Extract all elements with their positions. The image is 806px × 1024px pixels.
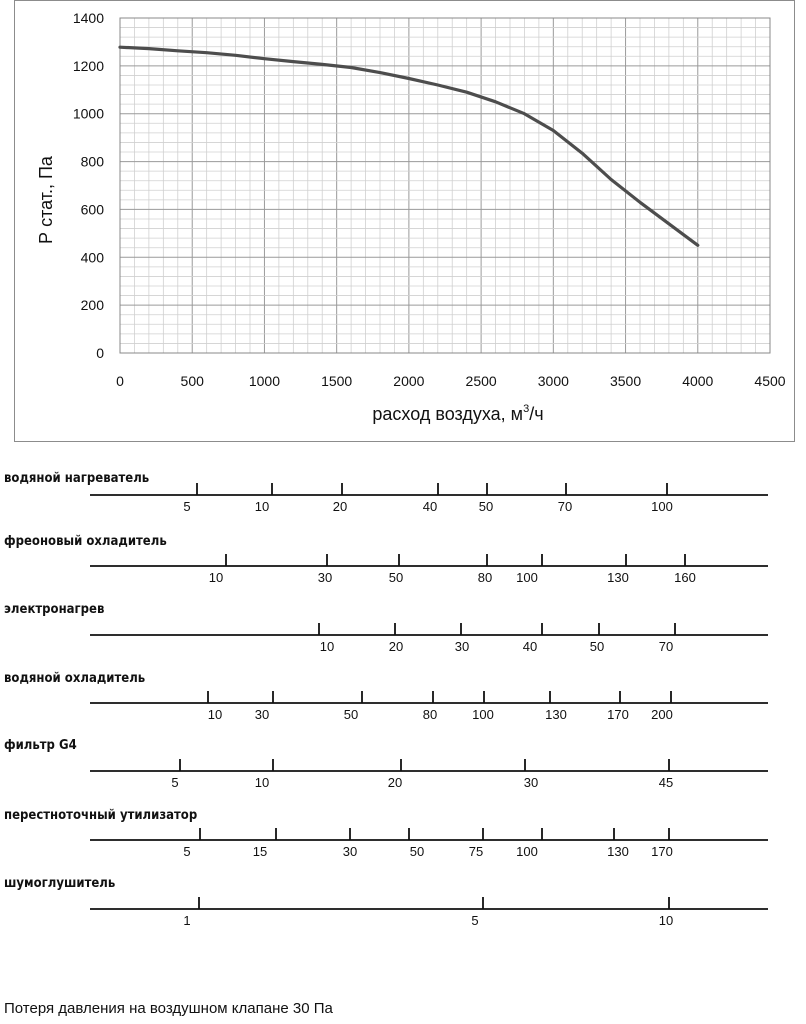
scale-title-water-heater: водяной нагреватель — [4, 471, 150, 486]
scale-tick-label: 200 — [651, 707, 673, 722]
scale-tick-label: 1 — [183, 913, 191, 928]
footer-note: Потеря давления на воздушном клапане 30 Па — [4, 1000, 333, 1017]
x-tick-label: 3000 — [537, 373, 569, 389]
scale-tick-label: 30 — [454, 639, 470, 654]
scale-tick-label: 100 — [516, 844, 538, 859]
scale-tick-label: 130 — [545, 707, 567, 722]
scale-tick-label: 100 — [651, 499, 673, 514]
scale-tick-label: 20 — [388, 639, 404, 654]
scale-tick-label: 30 — [254, 707, 270, 722]
scale-tick-label: 130 — [607, 570, 629, 585]
scale-title-water-cooler: водяной охладитель — [4, 671, 146, 686]
scale-tick-label: 170 — [651, 844, 673, 859]
scale-tick-label: 10 — [254, 775, 270, 790]
scale-tick-label: 40 — [422, 499, 438, 514]
x-tick-label: 1500 — [321, 373, 353, 389]
scale-tick-label: 20 — [387, 775, 403, 790]
y-tick-label: 800 — [80, 153, 104, 170]
scale-tick-label: 130 — [607, 844, 629, 859]
chart-grid — [120, 18, 770, 353]
scale-tick-label: 10 — [658, 913, 674, 928]
scale-tick-label: 5 — [471, 913, 479, 928]
x-tick-label: 4500 — [754, 373, 786, 389]
x-tick-label: 1000 — [248, 373, 281, 389]
scale-tick-label: 170 — [607, 707, 629, 722]
scale-tick-label: 75 — [468, 844, 484, 859]
scale-title-silencer: шумоглушитель — [4, 876, 116, 891]
scale-tick-label: 70 — [658, 639, 674, 654]
scale-tick-label: 10 — [254, 499, 270, 514]
scale-tick-label: 10 — [207, 707, 223, 722]
scale-tick-label: 30 — [317, 570, 333, 585]
x-tick-label: 3500 — [609, 373, 642, 389]
y-tick-label: 600 — [80, 201, 104, 218]
scale-tick-label: 50 — [388, 570, 404, 585]
scale-tick-label: 15 — [252, 844, 268, 859]
y-tick-label: 1200 — [72, 57, 104, 74]
x-tick-label: 2500 — [465, 373, 497, 389]
scale-tick-label: 50 — [343, 707, 359, 722]
x-tick-label: 500 — [180, 373, 204, 389]
scale-tick-label: 30 — [523, 775, 539, 790]
scale-tick-label: 10 — [208, 570, 224, 585]
y-tick-label: 400 — [80, 249, 104, 266]
scale-tick-label: 20 — [332, 499, 348, 514]
plot-area-border — [120, 18, 770, 353]
scale-tick-label: 40 — [522, 639, 538, 654]
scale-tick-label: 160 — [674, 570, 696, 585]
y-tick-label: 1400 — [72, 10, 104, 26]
scale-tick-label: 5 — [183, 844, 191, 859]
scale-tick-label: 50 — [478, 499, 494, 514]
scale-title-electric-heater: электронагрев — [4, 602, 105, 617]
scale-tick-label: 80 — [422, 707, 438, 722]
y-tick-label: 1000 — [72, 105, 104, 122]
scale-tick-label: 10 — [319, 639, 335, 654]
scale-tick-label: 30 — [342, 844, 358, 859]
scale-title-freon-cooler: фреоновый охладитель — [4, 534, 167, 549]
y-tick-label: 0 — [96, 345, 104, 361]
scale-tick-label: 5 — [171, 775, 179, 790]
x-tick-label: 4000 — [682, 373, 714, 389]
scale-tick-label: 5 — [183, 499, 191, 514]
scale-tick-label: 80 — [477, 570, 493, 585]
scale-tick-label: 45 — [658, 775, 674, 790]
scale-title-filter-g4: фильтр G4 — [4, 738, 77, 753]
scale-tick-label: 100 — [516, 570, 538, 585]
y-tick-label: 200 — [80, 297, 104, 314]
scale-title-recuperator: перестноточный утилизатор — [4, 808, 198, 823]
x-tick-label: 0 — [116, 373, 124, 389]
scale-tick-label: 50 — [589, 639, 605, 654]
scale-tick-label: 100 — [472, 707, 494, 722]
scale-tick-label: 70 — [557, 499, 573, 514]
x-axis-label: расход воздуха, $м^3/ч$ — [372, 403, 544, 424]
y-axis-label: Р стат., Па — [36, 156, 56, 244]
scale-tick-label: 50 — [409, 844, 425, 859]
x-tick-label: 2000 — [393, 373, 425, 389]
